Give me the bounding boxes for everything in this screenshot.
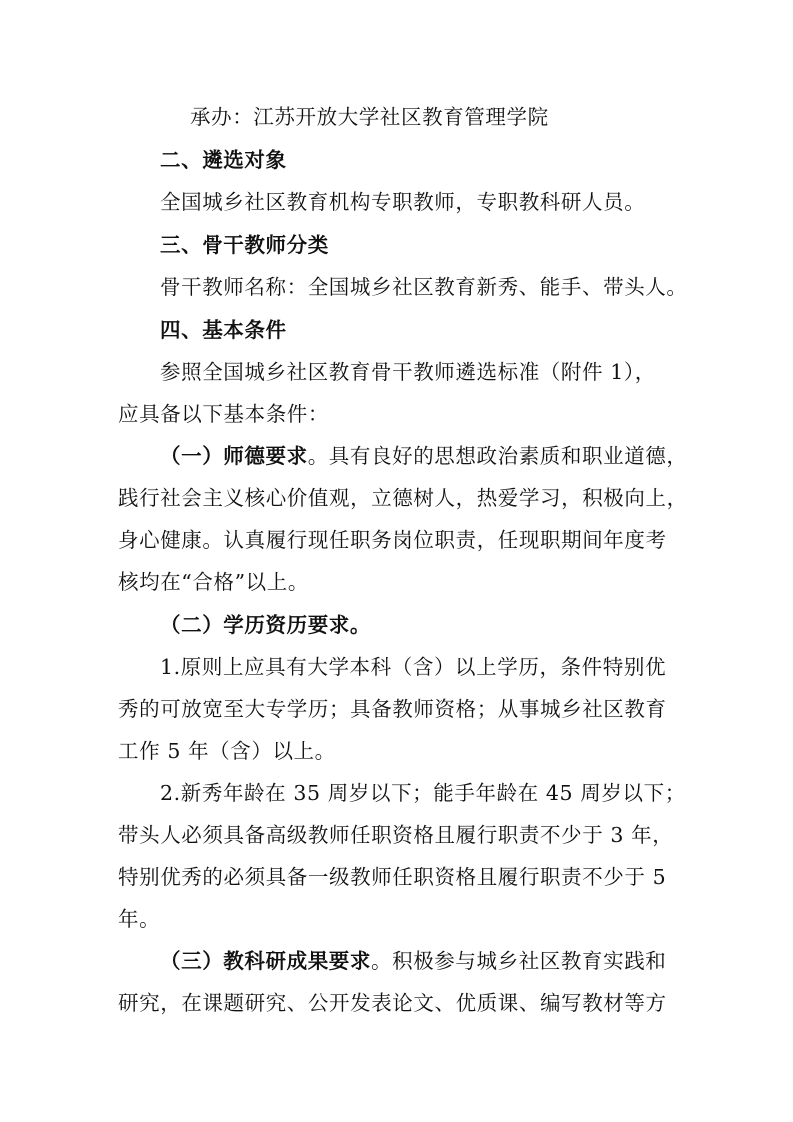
ethics-requirement-line-2: 践行社会主义核心价值观，立德树人，热爱学习，积极向上， (118, 486, 688, 510)
education-requirement-p2-line-1: 2.新秀年龄在 35 周岁以下；能手年龄在 45 周岁以下； (160, 781, 686, 805)
ethics-requirement-heading: （一）师德要求 (160, 444, 308, 468)
ethics-requirement-line-1 (160, 441, 720, 471)
education-requirement-p2-line-3: 特别优秀的必须具备一级教师任职资格且履行职责不少于 5 (118, 865, 667, 889)
selection-target-text: 全国城乡社区教育机构专职教师，专职教科研人员。 (160, 190, 646, 214)
education-requirement-heading: （二）学历资历要求。 (160, 613, 371, 637)
section-heading-teacher-categories: 三、骨干教师分类 (160, 233, 329, 257)
research-requirement-text: 。积极参与城乡社区教育实践和 (371, 949, 667, 973)
research-requirement-heading: （三）教科研成果要求 (160, 949, 371, 973)
research-requirement-line-2: 研究，在课题研究、公开发表论文、优质课、编写教材等方 (118, 991, 667, 1015)
research-requirement-line-1 (160, 946, 720, 976)
teacher-categories-text: 骨干教师名称：全国城乡社区教育新秀、能手、带头人。 (160, 275, 688, 299)
ethics-requirement-line-3: 身心健康。认真履行现任职务岗位职责，任现职期间年度考 (118, 528, 667, 552)
education-requirement-p2-line-2: 带头人必须具备高级教师任职资格且履行职责不少于 3 年， (118, 823, 674, 847)
basic-conditions-intro-line-2: 应具备以下基本条件： (118, 402, 329, 426)
ethics-requirement-text: 。具有良好的思想政治素质和职业道德， (307, 444, 688, 468)
organizer-line: 承办：江苏开放大学社区教育管理学院 (190, 105, 549, 129)
section-heading-selection-target: 二、遴选对象 (160, 148, 287, 172)
education-requirement-p1-line-3: 工作 5 年（含）以上。 (118, 739, 336, 763)
ethics-requirement-line-4: 核均在“合格”以上。 (118, 570, 309, 594)
education-requirement-p1-line-1: 1.原则上应具有大学本科（含）以上学历，条件特别优 (160, 655, 667, 679)
basic-conditions-intro-line-1: 参照全国城乡社区教育骨干教师遴选标准（附件 1）， (160, 360, 656, 384)
education-requirement-p2-line-4: 年。 (118, 907, 161, 931)
education-requirement-p1-line-2: 秀的可放宽至大专学历；具备教师资格；从事城乡社区教育 (118, 697, 667, 721)
section-heading-basic-conditions: 四、基本条件 (160, 318, 287, 342)
